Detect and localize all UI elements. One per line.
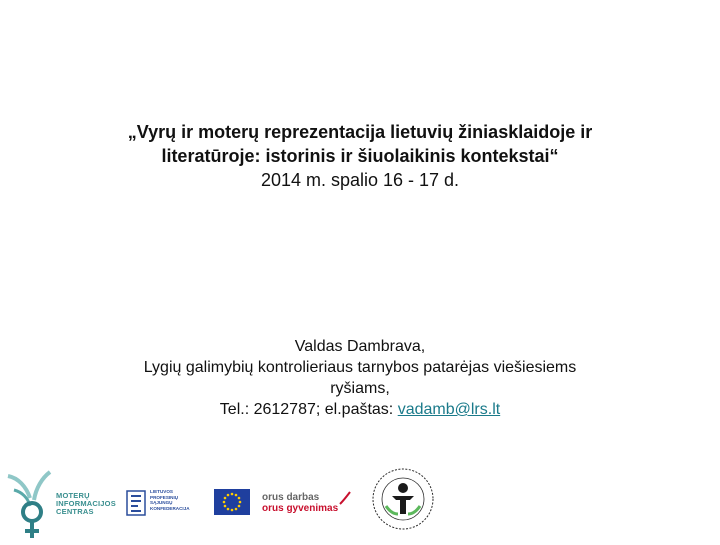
orus-darbas-logo: [260, 490, 352, 518]
mic-text-line-1: MOTERŲ: [56, 491, 90, 500]
author-info: [100, 336, 620, 420]
lpsk-text-line-1: LIETUVOS: [150, 489, 173, 494]
person-emblem-icon: [370, 466, 436, 532]
author-position-line-1: Lygių galimybių kontrolieriaus tarnybos patarėjas viešiesiems: [143, 359, 577, 376]
round-emblem-logo: [370, 466, 436, 532]
contact-prefix: Tel.: 2612787; el.paštas:: [219, 401, 398, 418]
title-line-1: „Vyrų ir moterų reprezentacija lietuvių žiniasklaidoje ir: [127, 122, 593, 142]
lpsk-text-line-4: KONFEDERACIJA: [150, 505, 190, 511]
mic-text-line-3: CENTRAS: [56, 507, 94, 516]
email-link[interactable]: vadamb@lrs.lt: [397, 401, 501, 418]
orus-swoosh-icon: [338, 490, 352, 506]
moteru-informacijos-centras-logo: [4, 468, 124, 538]
author-position-line-2: ryšiams,: [330, 380, 390, 397]
eu-stars-icon: [214, 489, 250, 515]
lpsk-logo-text: [150, 489, 190, 511]
author-name: Valdas Dambrava,: [294, 338, 426, 355]
orus-text-line-1: orus darbas: [262, 492, 320, 503]
event-date: 2014 m. spalio 16 - 17 d.: [260, 170, 460, 190]
mic-text-line-2: INFORMACIJOS: [56, 499, 116, 508]
lpsk-text-line-3: SĄJUNGŲ: [150, 500, 173, 506]
lpsk-text-line-2: PROFESINIŲ: [150, 494, 179, 500]
female-symbol-icon: [4, 468, 56, 540]
lpsk-emblem-icon: [126, 490, 146, 516]
mic-logo-text: [56, 492, 116, 516]
eu-flag-logo: [214, 489, 250, 515]
orus-text-line-2: orus gyvenimas: [262, 503, 339, 514]
lpsk-logo: [126, 488, 190, 520]
title-line-2: literatūroje: istorinis ir šiuolaikinis kontekstai“: [161, 146, 559, 166]
presentation-title: [60, 120, 660, 192]
sponsor-logos: [0, 462, 720, 540]
author-contact: [100, 399, 620, 420]
